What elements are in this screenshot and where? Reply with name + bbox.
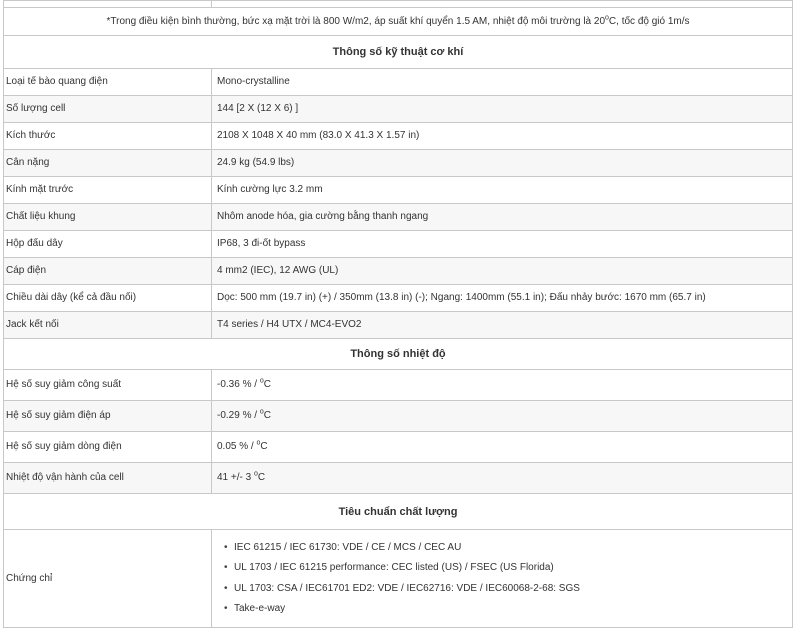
section-title-thermal: Thông số nhiệt độ <box>4 339 793 370</box>
note-row <box>4 8 793 36</box>
table-row <box>4 69 793 96</box>
list-item: • Take-e-way <box>224 599 790 620</box>
spec-label: Chất liệu khung <box>4 204 212 231</box>
spec-label: Cáp điện <box>4 258 212 285</box>
spec-label: Jack kết nối <box>4 312 212 339</box>
spec-label: Chứng chỉ <box>4 530 212 628</box>
spec-value: Dọc: 500 mm (19.7 in) (+) / 350mm (13.8 in) (-); Ngang: 1400mm (55.1 in); Đấu nhảy bước: 1670 mm (65.7 in) <box>212 285 793 312</box>
spec-value: Nhôm anode hóa, gia cường bằng thanh ngang <box>212 204 793 231</box>
section-title-quality: Tiêu chuẩn chất lượng <box>4 494 793 530</box>
spec-value: 2108 X 1048 X 40 mm (83.0 X 41.3 X 1.57 in) <box>212 123 793 150</box>
spec-value: 4 mm2 (IEC), 12 AWG (UL) <box>212 258 793 285</box>
spec-value: T4 series / H4 UTX / MC4-EVO2 <box>212 312 793 339</box>
table-row <box>4 204 793 231</box>
spec-value: Mono-crystalline <box>212 69 793 96</box>
spec-label: Cân nặng <box>4 150 212 177</box>
table-row <box>4 370 793 401</box>
table-row <box>4 96 793 123</box>
table-row <box>4 177 793 204</box>
table-row <box>4 432 793 463</box>
table-row <box>4 463 793 494</box>
spec-label: Loại tế bào quang điện <box>4 69 212 96</box>
spec-value: -0.29 % / $^o$C <box>212 401 793 432</box>
table-row <box>4 231 793 258</box>
list-item: • IEC 61215 / IEC 61730: VDE / CE / MCS / CEC AU <box>224 538 790 559</box>
spec-value: 0.05 % / $^o$C <box>212 432 793 463</box>
spec-label: Hệ số suy giảm công suất <box>4 370 212 401</box>
table-row-certificates <box>4 530 793 628</box>
certificate-list <box>224 538 790 620</box>
table-row <box>4 312 793 339</box>
note-text-end: C, tốc độ gió 1m/s <box>608 15 690 27</box>
conditions-note <box>4 8 793 36</box>
spec-label: Số lượng cell <box>4 96 212 123</box>
spec-table <box>3 0 793 628</box>
note-text: *Trong điều kiện bình thường, bức xạ mặt trời là 800 W/m2, áp suất khí quyển 1.5 AM, nhiệt độ môi trường là 20 <box>106 15 606 27</box>
spec-label: Hộp đấu dây <box>4 231 212 258</box>
spec-value: Kính cường lực 3.2 mm <box>212 177 793 204</box>
degree-sup: o <box>605 14 609 22</box>
spec-value: 24.9 kg (54.9 lbs) <box>212 150 793 177</box>
certificate-list-cell <box>212 530 793 628</box>
section-row-mechanical <box>4 36 793 69</box>
spec-value: 41 +/- 3 $^o$C <box>212 463 793 494</box>
list-item: • UL 1703 / IEC 61215 performance: CEC listed (US) / FSEC (US Florida) <box>224 558 790 579</box>
table-row <box>4 258 793 285</box>
table-cell <box>212 1 793 8</box>
list-item: • UL 1703: CSA / IEC61701 ED2: VDE / IEC62716: VDE / IEC60068-2-68: SGS <box>224 579 790 600</box>
spec-label: Kích thước <box>4 123 212 150</box>
section-row-thermal <box>4 339 793 370</box>
spec-label: Nhiệt độ vận hành của cell <box>4 463 212 494</box>
table-row <box>4 285 793 312</box>
spec-value: IP68, 3 đi-ốt bypass <box>212 231 793 258</box>
table-row <box>4 150 793 177</box>
section-row-quality <box>4 494 793 530</box>
table-row <box>4 123 793 150</box>
table-row <box>4 401 793 432</box>
spec-value: -0.36 % / $^o$C <box>212 370 793 401</box>
spec-label: Chiều dài dây (kể cả đầu nối) <box>4 285 212 312</box>
table-cell <box>4 1 212 8</box>
section-title-mechanical: Thông số kỹ thuật cơ khí <box>4 36 793 69</box>
table-row-top-partial <box>4 1 793 8</box>
spec-value: 144 [2 X (12 X 6) ] <box>212 96 793 123</box>
spec-label: Hệ số suy giảm điện áp <box>4 401 212 432</box>
spec-label: Kính mặt trước <box>4 177 212 204</box>
spec-label: Hệ số suy giảm dòng điện <box>4 432 212 463</box>
